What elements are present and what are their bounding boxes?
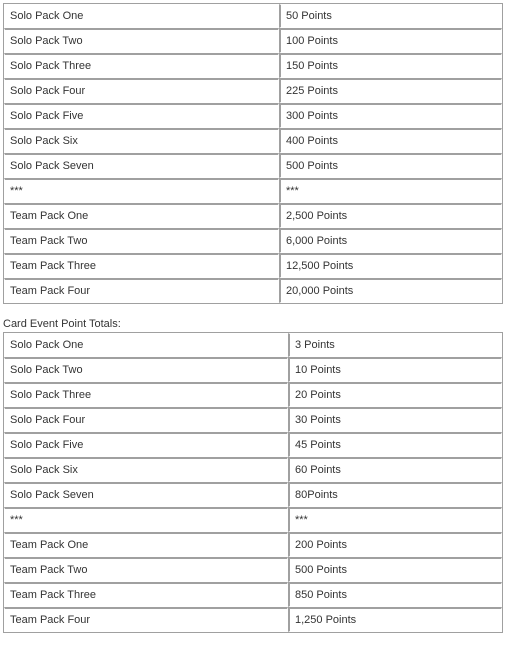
pack-name-cell: Solo Pack One — [4, 4, 279, 28]
pack-name-cell: Solo Pack Two — [4, 357, 288, 382]
table-row — [4, 53, 502, 78]
pack-name-cell: Solo Pack Four — [4, 407, 288, 432]
points-cell: 500 Points — [279, 153, 502, 178]
table-row-separator — [4, 507, 502, 532]
table-row — [4, 357, 502, 382]
pack-name-cell: Team Pack Four — [4, 607, 288, 632]
pack-points-table-body — [4, 4, 502, 303]
table-row — [4, 582, 502, 607]
points-cell: 80Points — [288, 482, 502, 507]
points-cell: 150 Points — [279, 53, 502, 78]
table-row — [4, 103, 502, 128]
pack-name-cell: Solo Pack Two — [4, 28, 279, 53]
pack-name-cell: Team Pack Three — [4, 582, 288, 607]
table-row — [4, 253, 502, 278]
pack-name-cell: Team Pack One — [4, 532, 288, 557]
pack-name-cell: Solo Pack Five — [4, 432, 288, 457]
points-cell: 850 Points — [288, 582, 502, 607]
pack-name-cell: Team Pack Three — [4, 253, 279, 278]
points-cell: 60 Points — [288, 457, 502, 482]
points-cell: 200 Points — [288, 532, 502, 557]
table-row — [4, 78, 502, 103]
pack-name-cell: Solo Pack Three — [4, 53, 279, 78]
pack-name-cell: Team Pack Two — [4, 557, 288, 582]
points-cell: 10 Points — [288, 357, 502, 382]
pack-name-cell: Solo Pack Five — [4, 103, 279, 128]
pack-name-cell: Solo Pack Six — [4, 128, 279, 153]
card-event-heading: Card Event Point Totals: — [3, 318, 121, 330]
table-row — [4, 457, 502, 482]
points-cell: 500 Points — [288, 557, 502, 582]
pack-points-table — [3, 3, 503, 304]
pack-name-cell: Solo Pack Seven — [4, 482, 288, 507]
card-event-points-table-body — [4, 333, 502, 632]
table-row — [4, 407, 502, 432]
table-row — [4, 333, 502, 357]
table-row — [4, 203, 502, 228]
points-cell: 100 Points — [279, 28, 502, 53]
table-row — [4, 432, 502, 457]
points-cell: 20,000 Points — [279, 278, 502, 303]
table-row — [4, 278, 502, 303]
table-row — [4, 607, 502, 632]
card-event-points-table — [3, 332, 503, 633]
table-row-separator — [4, 178, 502, 203]
pack-name-cell: Solo Pack Six — [4, 457, 288, 482]
points-cell: 225 Points — [279, 78, 502, 103]
pack-name-cell: Team Pack Four — [4, 278, 279, 303]
points-cell: 2,500 Points — [279, 203, 502, 228]
table-row — [4, 228, 502, 253]
points-cell: 3 Points — [288, 333, 502, 357]
table-row — [4, 153, 502, 178]
pack-name-cell: Solo Pack Four — [4, 78, 279, 103]
table-row — [4, 532, 502, 557]
points-cell: 6,000 Points — [279, 228, 502, 253]
pack-name-cell: Solo Pack Seven — [4, 153, 279, 178]
table-row — [4, 382, 502, 407]
separator-cell: *** — [4, 507, 288, 532]
points-cell: 30 Points — [288, 407, 502, 432]
separator-cell: *** — [4, 178, 279, 203]
points-cell: 50 Points — [279, 4, 502, 28]
table-row — [4, 557, 502, 582]
table-row — [4, 28, 502, 53]
points-cell: 400 Points — [279, 128, 502, 153]
pack-name-cell: Solo Pack One — [4, 333, 288, 357]
points-cell: 300 Points — [279, 103, 502, 128]
table-row — [4, 482, 502, 507]
pack-name-cell: Team Pack One — [4, 203, 279, 228]
table-row — [4, 128, 502, 153]
points-cell: 20 Points — [288, 382, 502, 407]
points-cell: 1,250 Points — [288, 607, 502, 632]
separator-cell: *** — [288, 507, 502, 532]
points-cell: 45 Points — [288, 432, 502, 457]
table-row — [4, 4, 502, 28]
separator-cell: *** — [279, 178, 502, 203]
pack-name-cell: Solo Pack Three — [4, 382, 288, 407]
pack-name-cell: Team Pack Two — [4, 228, 279, 253]
points-cell: 12,500 Points — [279, 253, 502, 278]
